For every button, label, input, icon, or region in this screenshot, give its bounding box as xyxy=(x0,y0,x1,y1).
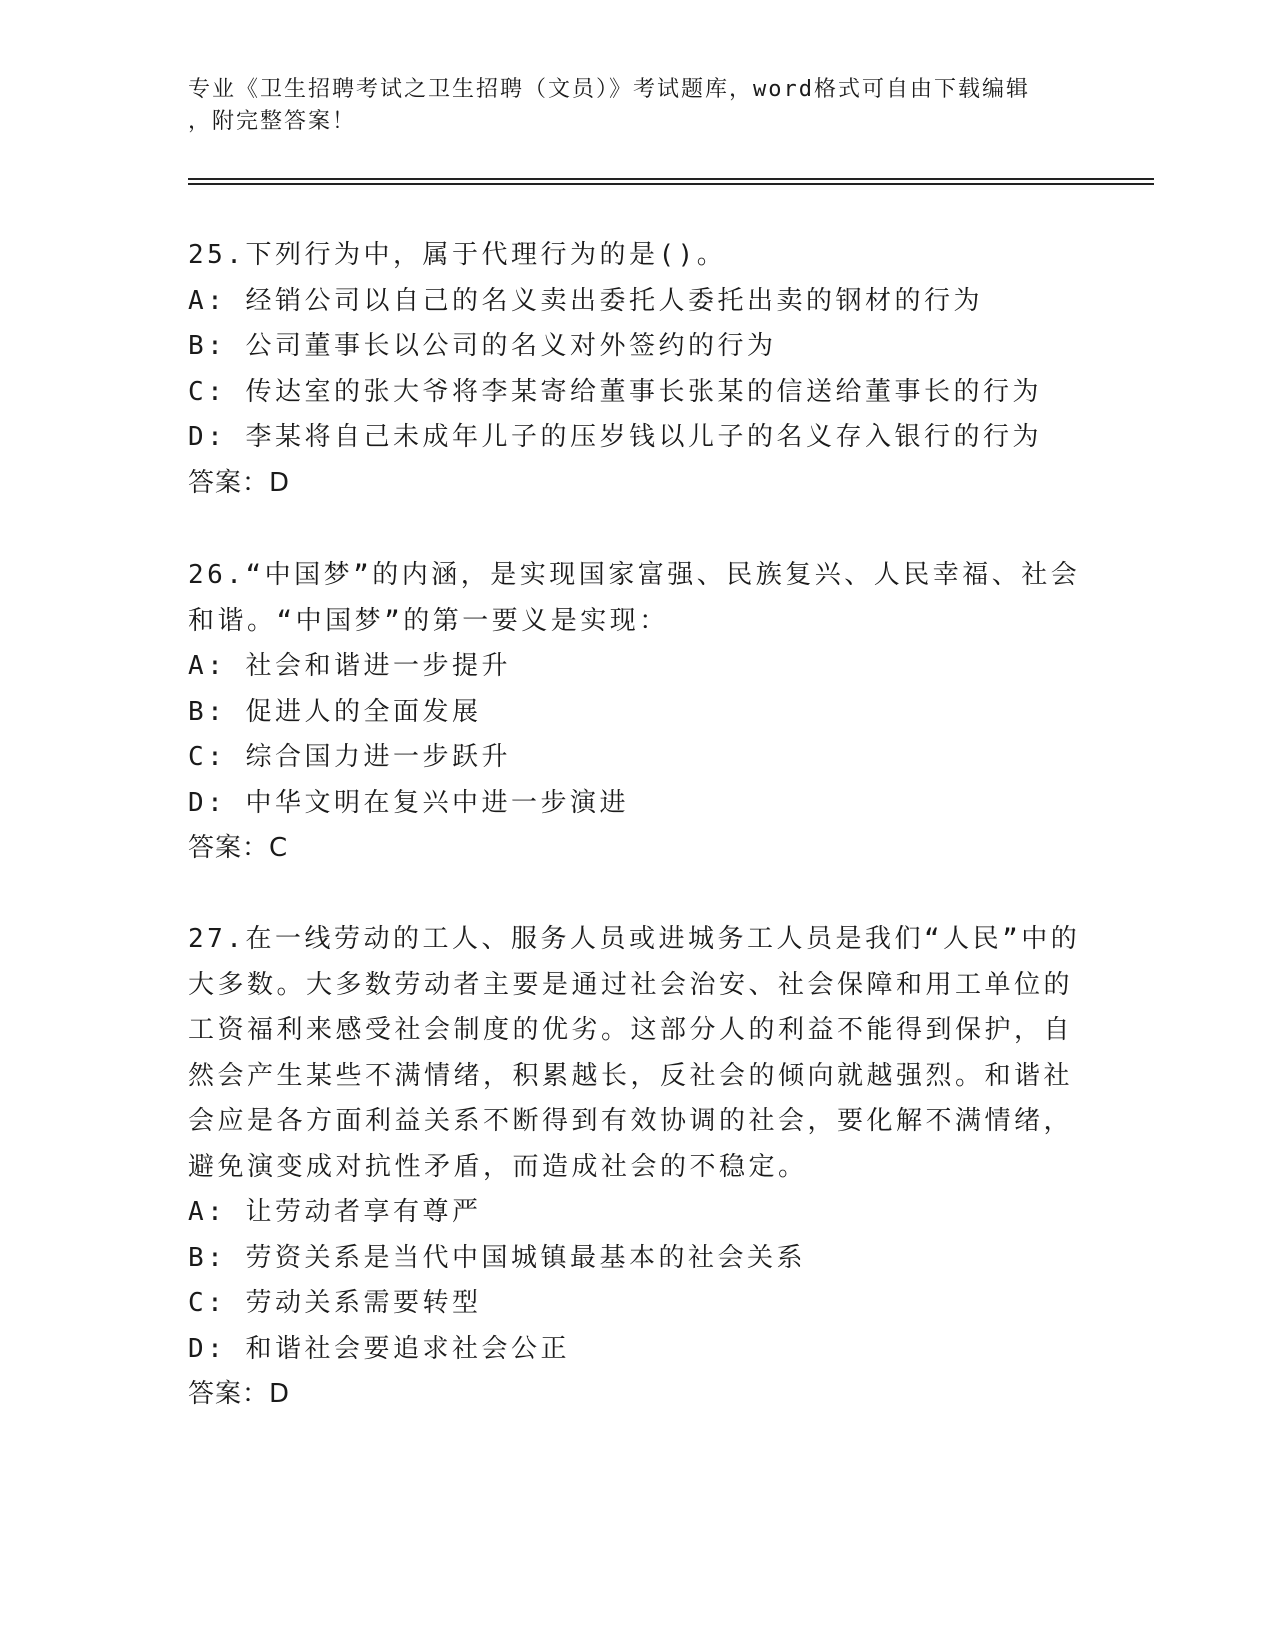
option-b: B: 劳资关系是当代中国城镇最基本的社会关系 xyxy=(188,1242,806,1273)
header-line-1: 专业《卫生招聘考试之卫生招聘（文员）》考试题库，word格式可自由下载编辑 xyxy=(188,77,1030,102)
option-a: A: 让劳动者享有尊严 xyxy=(188,1197,482,1227)
question-stem-line: 26.“中国梦”的内涵，是实现国家富强、民族复兴、人民幸福、社会 xyxy=(188,560,1081,590)
question-stem-line: 大多数。大多数劳动者主要是通过社会治安、社会保障和用工单位的 xyxy=(188,969,1074,1000)
header-divider-bottom xyxy=(188,183,1154,185)
option-a: A: 社会和谐进一步提升 xyxy=(188,651,511,681)
question-stem-line: 和谐。“中国梦”的第一要义是实现： xyxy=(188,605,669,636)
option-d: D: 李某将自己未成年儿子的压岁钱以儿子的名义存入银行的行为 xyxy=(188,422,1042,452)
question-26 xyxy=(188,553,1088,872)
option-b: B: 促进人的全面发展 xyxy=(188,696,482,727)
question-27 xyxy=(188,917,1088,1418)
question-stem-line: 工资福利来感受社会制度的优劣。这部分人的利益不能得到保护，自 xyxy=(188,1015,1074,1045)
question-stem-line: 然会产生某些不满情绪，积累越长，反社会的倾向就越强烈。和谐社 xyxy=(188,1060,1074,1091)
question-stem-line: 27.在一线劳动的工人、服务人员或进城务工人员是我们“人民”中的 xyxy=(188,924,1081,954)
document-header xyxy=(188,74,1088,138)
answer-label: 答案：C xyxy=(188,833,289,863)
answer-label: 答案：D xyxy=(188,1379,291,1409)
option-c: C: 综合国力进一步跃升 xyxy=(188,742,511,772)
option-c: C: 劳动关系需要转型 xyxy=(188,1288,482,1318)
option-b: B: 公司董事长以公司的名义对外签约的行为 xyxy=(188,331,777,361)
option-c: C: 传达室的张大爷将李某寄给董事长张某的信送给董事长的行为 xyxy=(188,376,1042,407)
option-d: D: 和谐社会要追求社会公正 xyxy=(188,1333,570,1364)
option-d: D: 中华文明在复兴中进一步演进 xyxy=(188,787,629,818)
question-stem-line: 会应是各方面利益关系不断得到有效协调的社会，要化解不满情绪， xyxy=(188,1106,1074,1136)
header-line-2: ，附完整答案！ xyxy=(188,109,357,134)
header-divider-top xyxy=(188,178,1154,180)
answer-label: 答案：D xyxy=(188,467,291,498)
option-a: A: 经销公司以自己的名义卖出委托人委托出卖的钢材的行为 xyxy=(188,285,983,316)
question-25 xyxy=(188,233,1088,506)
question-stem-line: 25.下列行为中，属于代理行为的是()。 xyxy=(188,240,727,270)
question-stem-line: 避免演变成对抗性矛盾，而造成社会的不稳定。 xyxy=(188,1151,808,1182)
